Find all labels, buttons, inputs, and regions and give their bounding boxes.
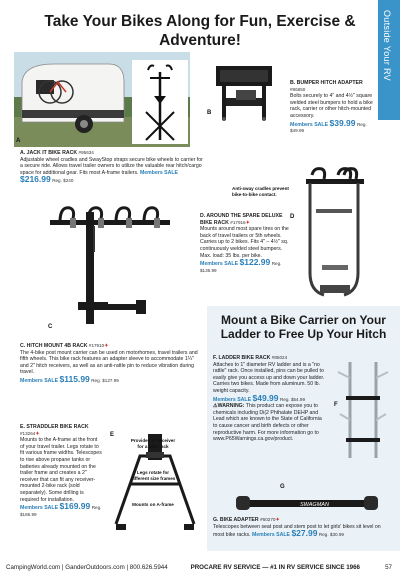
item-b-sale-label: Members SALE <box>290 121 329 128</box>
bike-adapter-photo <box>232 490 382 516</box>
item-letter-e: E <box>110 432 115 438</box>
item-letter-f: F <box>334 402 338 408</box>
item-a-description <box>20 150 205 185</box>
item-g-description <box>213 517 385 539</box>
hitch-mount-rack-photo <box>30 192 180 332</box>
item-e-desc: Mounts to the A-frame at the front of your travel trailer. Legs rotate to fit various frame widths. Telescopes to rise above propane tanks or batteries already mounted on the trailer frame and creates a 2" receiver that can fit any receiver-mounted 2-bike rack (sold separately). Some drilling is required for installation. <box>20 437 102 503</box>
item-d-reg-price: Reg. $135.99 <box>200 261 282 273</box>
item-letter-d: D <box>290 214 295 220</box>
item-f-reg-price: Reg. $54.99 <box>279 396 305 402</box>
item-letter-b: B <box>207 110 212 116</box>
item-g-sale-label: Members SALE <box>251 532 290 539</box>
item-b-reg-price: Reg. $49.99 <box>290 121 367 134</box>
item-f-description <box>213 355 325 443</box>
item-g-new-marker: ✦ <box>275 517 280 523</box>
item-e-callout-receiver: Provides 2" receiver for a bike rack <box>130 438 176 449</box>
item-a-sku: #95634 <box>78 150 94 155</box>
page-footer <box>0 554 400 580</box>
item-f-warning-label: ⚠WARNING: <box>213 403 245 410</box>
ladder-bike-rack-photo <box>330 358 395 463</box>
item-c-sku: #17910 <box>88 343 105 348</box>
item-d-name: D. AROUND THE SPARE DELUXE BIKE RACK <box>200 213 283 226</box>
item-f-desc: Attaches to 1" diameter RV ladder and is a "no rattle" rack. Once installed, pins can be pulled to easily give you access up and down your ladder. Carries two bikes. Made from aluminum. 50 lb. weight capacity. <box>213 361 325 394</box>
around-the-spare-rack-photo <box>292 165 377 305</box>
item-g-sku: #60270 <box>260 517 276 522</box>
item-e-price: $169.99 <box>59 501 91 512</box>
item-letter-g: G <box>280 484 285 490</box>
item-c-sale-label: Members SALE <box>20 377 59 384</box>
swagman-brand-text: SWAGMAN <box>300 502 329 508</box>
item-d-description <box>200 213 290 274</box>
item-d-callout: Anti-sway cradles prevent bike-to-bike contact. <box>232 186 289 197</box>
item-d-new-marker: ✦ <box>245 219 250 226</box>
item-c-desc: The 4-bike post mount carrier can be used on motorhomes, travel trailers and fifth wheels. This bike rack features an adapter sleeve to accommodate 1¼" and 2" hitch receivers, as well as an anti-rattle pin to reduce vibration during travel. <box>20 349 198 376</box>
item-f-sku: #85024 <box>271 355 288 360</box>
item-e-reg-price: Reg. $186.99 <box>20 505 102 517</box>
item-letter-c: C <box>48 324 53 330</box>
item-e-new-marker: ✦ <box>35 430 40 437</box>
bumper-hitch-adapter-photo <box>206 62 286 124</box>
item-a-name: A. JACK IT BIKE RACK <box>20 150 78 156</box>
item-e-sku: #13264 <box>20 430 36 436</box>
item-a-price: $216.99 <box>20 174 51 185</box>
item-b-price: $39.99 <box>329 117 356 128</box>
item-c-name: C. HITCH MOUNT 4B RACK <box>20 343 88 349</box>
item-c-reg-price: Reg. $127.99 <box>91 377 119 383</box>
item-d-price: $122.99 <box>239 257 271 268</box>
item-f-price: $49.99 <box>252 392 279 403</box>
item-e-description <box>20 424 102 518</box>
item-c-new-marker: ✦ <box>104 343 109 349</box>
item-e-callout-mounts: Mounts on A-frame <box>132 502 174 507</box>
item-f-name: F. LADDER BIKE RACK <box>213 355 271 361</box>
item-a-reg-price: Reg. $240 <box>52 178 74 184</box>
item-letter-a: A <box>16 138 21 144</box>
item-d-desc: Mounts around most spare tires on the back of travel trailers or 5th wheels. Carries up to 2 bikes. Fits 4" – 4½" sq. continuously welded steel bumpers. Max. load: 35 lbs. per bike. <box>200 226 289 259</box>
item-d-sale-label: Members SALE <box>200 261 239 268</box>
item-b-description <box>290 80 378 135</box>
page-number: 57 <box>385 564 392 571</box>
item-f-warning-text: This product can expose you to chemicals including Di(2 Phthalate DEHP and Lead which are known to the State of California to cause cancer and birth defects or other reproductive harm. For more information go to www.P65Warnings.ca.gov/product. <box>213 403 322 443</box>
item-g-name: G. BIKE ADAPTER <box>213 517 259 523</box>
item-f-sale-label: Members SALE <box>213 396 252 403</box>
item-g-desc: Telescopes between seat post and stem post to let girls' bikes sit level on most bike racks. <box>213 523 381 539</box>
item-b-desc: Bolts securely to 4" and 4½" square welded steel bumpers to hold a bike rack, carrier or other hitch-mounted accessory. <box>290 93 373 119</box>
item-g-reg-price: Reg. $30.99 <box>318 532 344 538</box>
section-tab-label: Outside Your RV <box>382 10 392 81</box>
footer-slogan: PROCARE RV SERVICE — #1 IN RV SERVICE SINCE 1966 <box>190 564 360 571</box>
item-c-price: $115.99 <box>59 373 90 384</box>
item-d-sku: #17916 <box>230 219 246 225</box>
item-e-sale-label: Members SALE <box>20 505 59 512</box>
item-e-callout-legs: Legs rotate for different size frames <box>130 470 176 481</box>
promo-title: Mount a Bike Carrier on Your Ladder to Free Up Your Hitch <box>220 313 387 341</box>
item-e-name: E. STRADDLER BIKE RACK <box>20 424 89 430</box>
footer-contact: CampingWorld.com | GanderOutdoors.com | 800.626.5944 <box>6 564 168 571</box>
item-b-sku: #86850 <box>290 86 306 92</box>
jack-it-bike-rack-photo <box>14 52 190 147</box>
item-b-name: B. BUMPER HITCH ADAPTER <box>290 80 363 86</box>
item-c-description <box>20 343 200 385</box>
page-title: Take Your Bikes Along for Fun, Exercise & Adventure! <box>44 13 356 49</box>
item-a-sale-label: Members SALE <box>139 169 179 176</box>
item-g-price: $27.99 <box>291 528 318 539</box>
section-tab <box>378 0 400 120</box>
item-a-desc: Adjustable wheel cradles and SwayStop straps secure bike wheels to carrier for a secure ride. Allows travel trailer owners to utilize the valuable rear hitch/cargo space for additional gear. Fits most A-frame trailers. <box>20 156 203 176</box>
